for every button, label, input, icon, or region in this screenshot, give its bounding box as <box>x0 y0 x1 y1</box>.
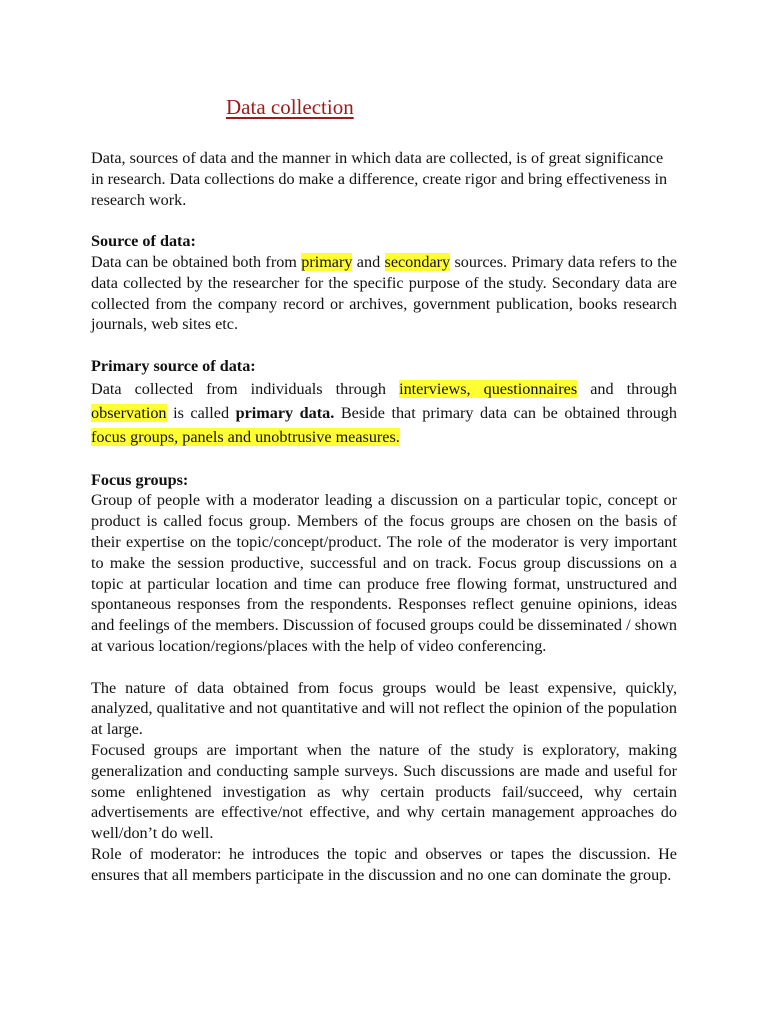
source-text-2: and <box>352 252 385 271</box>
highlight-focus-groups: focus groups, panels and unobtrusive measures. <box>91 427 400 446</box>
primary-text-3: is called <box>166 403 236 422</box>
primary-text-1: Data collected from individuals through <box>91 379 400 398</box>
spacer <box>91 210 677 231</box>
source-text-1: Data can be obtained both from <box>91 252 302 271</box>
focus-paragraph-3: Focused groups are important when the nature of the study is exploratory, making generalization and conducting sample surveys. Such discussions are made and useful for some enlightened investigation as why certain products fail/succeed, why certain advertisements are effective/not effective, and why certain management approaches do well/don’t do well. <box>91 740 677 843</box>
highlight-observation: observation <box>91 403 167 422</box>
source-paragraph <box>91 252 677 335</box>
document-body <box>91 148 677 886</box>
spacer <box>91 449 677 470</box>
intro-paragraph: Data, sources of data and the manner in which data are collected, is of great significance in research. Data collections do make a difference, create rigor and bring effectiveness in research work. <box>91 149 668 209</box>
source-heading: Source of data: <box>91 232 196 251</box>
spacer <box>91 657 677 678</box>
primary-heading: Primary source of data: <box>91 356 256 375</box>
primary-data-bold: primary data. <box>235 403 335 422</box>
focus-heading: Focus groups: <box>91 470 189 489</box>
source-text-3: sources. Primary data refers to the data collected by the researcher for the specific purpose of the study. Secondary data are collected from the company record or archives, government publication, books research journals, web sites etc. <box>91 252 677 334</box>
primary-text-2: and through <box>577 379 678 398</box>
highlight-interviews: interviews, questionnaires <box>399 379 578 398</box>
highlight-secondary: secondary <box>384 252 451 271</box>
focus-paragraph-4: Role of moderator: he introduces the topic and observes or tapes the discussion. He ensures that all members participate in the discussion and no one can dominate the group. <box>91 844 677 884</box>
spacer <box>91 335 677 356</box>
highlight-primary: primary <box>301 252 353 271</box>
primary-paragraph <box>91 377 677 449</box>
focus-paragraph-2: The nature of data obtained from focus groups would be least expensive, quickly, analyzed, qualitative and not quantitative and will not reflect the opinion of the population at large. <box>91 678 677 739</box>
document-title: Data collection <box>226 95 354 119</box>
primary-text-4: Beside that primary data can be obtained through <box>334 403 677 422</box>
focus-paragraph-1: Group of people with a moderator leading a discussion on a particular topic, concept or product is called focus group. Members of the focus groups are chosen on the basis of their expertise on the topic/concept/product. The role of the moderator is very important to make the session productive, successful and on track. Focus group discussions on a topic at particular location and time can produce free flowing format, unstructured and spontaneous responses from the respondents. Responses reflect genuine opinions, ideas and feelings of the members. Discussion of focused groups could be disseminated / shown at various location/regions/places with the help of video conferencing. <box>91 491 677 655</box>
